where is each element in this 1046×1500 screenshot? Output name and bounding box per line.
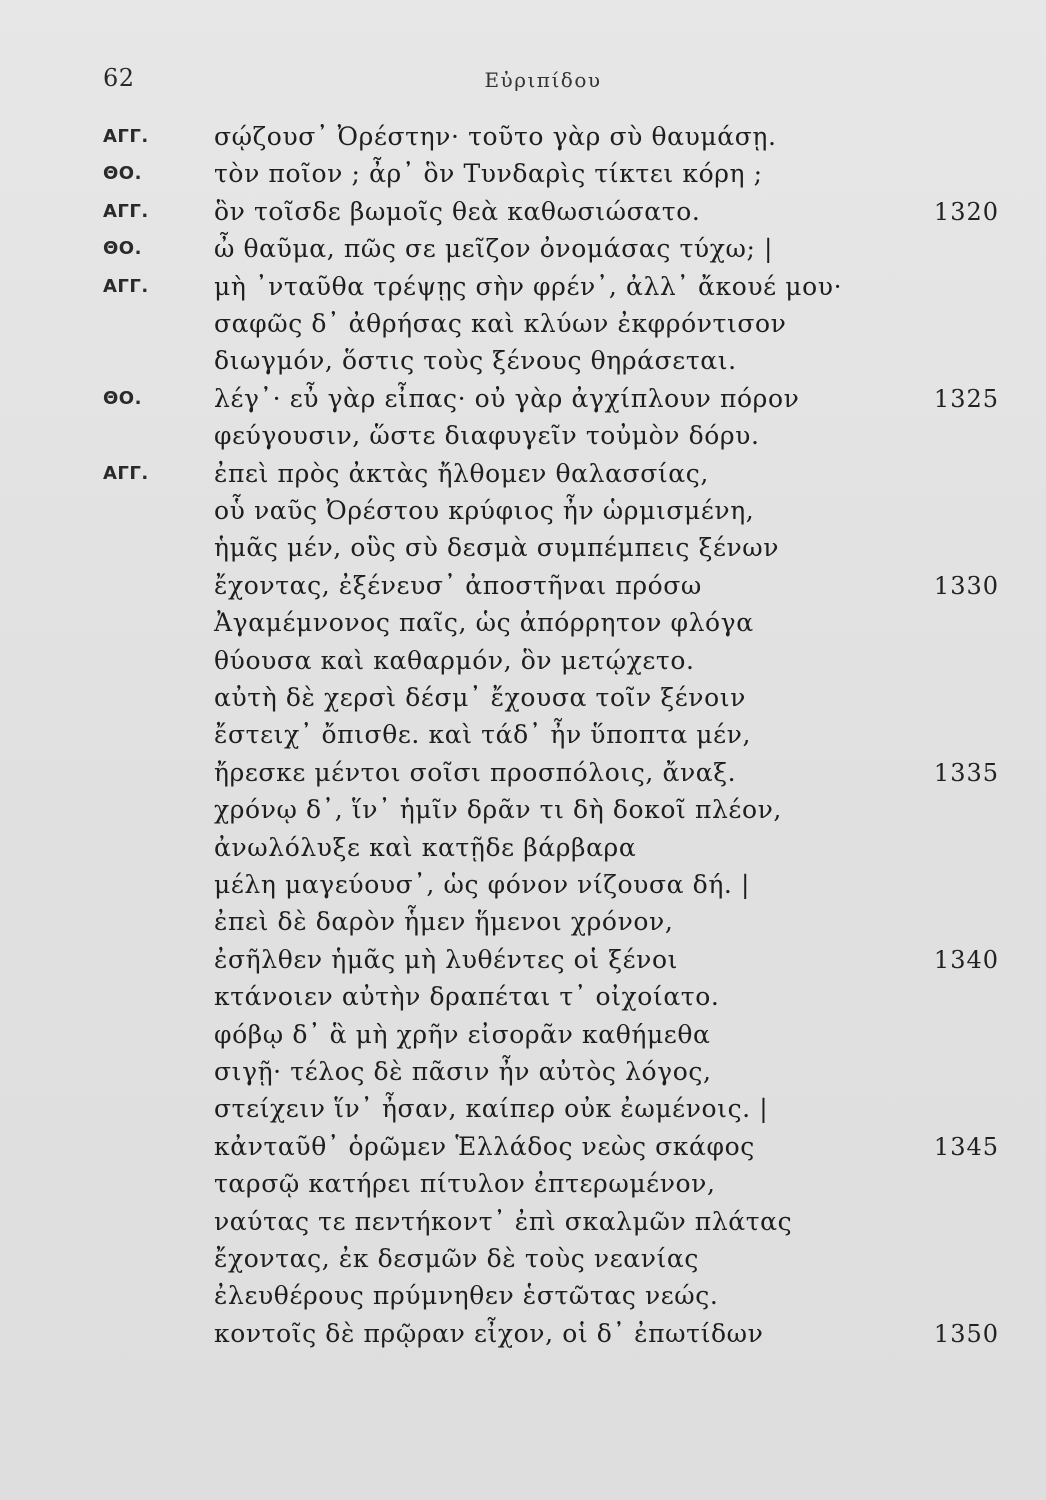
verse-line xyxy=(0,1281,1046,1321)
line-number: 1330 xyxy=(933,571,999,600)
verse-text: σαφῶς δ᾽ ἀθρήσας καὶ κλύων ἐκφρόντισον xyxy=(214,309,787,338)
verse-text: λέγ᾽· εὖ γὰρ εἶπας· οὐ γὰρ ἀγχίπλουν πόρον xyxy=(214,383,800,413)
verse-line xyxy=(0,122,1046,162)
verse-text: διωγμόν, ὅστις τοὺς ξένους θηράσεται. xyxy=(214,346,737,376)
speaker-label: ΑΓΓ. xyxy=(103,275,149,297)
page-number: 62 xyxy=(103,64,135,92)
verse-text: θύουσα καὶ καθαρμόν, ὃν μετῴχετο. xyxy=(214,645,695,675)
verse-text: ἐσῆλθεν ἡμᾶς μὴ λυθέντες οἱ ξένοι xyxy=(214,944,679,974)
speaker-label: ΘΟ. xyxy=(103,238,142,260)
verse-text: κἀνταῦθ᾽ ὁρῶμεν Ἑλλάδος νεὼς σκάφος xyxy=(214,1131,755,1161)
verse-line xyxy=(0,1057,1046,1097)
verse-line xyxy=(0,982,1046,1022)
verse-text: ἐλευθέρους πρύμνηθεν ἑστῶτας νεώς. xyxy=(214,1281,719,1311)
verse-text: στείχειν ἵν᾽ ἦσαν, καίπερ οὐκ ἐωμένοις. | xyxy=(214,1094,769,1124)
verse-text: φόβῳ δ᾽ ἃ μὴ χρῆν εἰσορᾶν καθήμεθα xyxy=(214,1019,711,1049)
verse-line xyxy=(0,1132,1046,1172)
verse-line xyxy=(0,1244,1046,1284)
verse-line xyxy=(0,197,1046,237)
verse-text: ἀνωλόλυξε καὶ κατῇδε βάρβαρα xyxy=(214,832,637,862)
verse-text: Ἀγαμέμνονος παῖς, ὡς ἀπόρρητον φλόγα xyxy=(214,608,754,638)
verse-line xyxy=(0,646,1046,686)
verse-line xyxy=(0,459,1046,499)
verse-text: ναύτας τε πεντήκοντ᾽ ἐπὶ σκαλμῶν πλάτας xyxy=(214,1206,793,1236)
verse-text: ἐπεὶ δὲ δαρὸν ἧμεν ἥμενοι χρόνον, xyxy=(214,907,674,937)
line-number: 1350 xyxy=(933,1319,999,1348)
verse-line xyxy=(0,496,1046,536)
verse-line xyxy=(0,1020,1046,1060)
verse-line xyxy=(0,758,1046,798)
speaker-label: ΑΓΓ. xyxy=(103,462,149,484)
speaker-label: ΑΓΓ. xyxy=(103,200,149,222)
verse-text: σῴζουσ᾽ Ὀρέστην· τοῦτο γὰρ σὺ θαυμάσῃ. xyxy=(214,122,777,151)
verse-line xyxy=(0,1207,1046,1247)
verse-text: αὐτὴ δὲ χερσὶ δέσμ᾽ ἔχουσα τοῖν ξένοιν xyxy=(214,683,746,712)
verse-line xyxy=(0,346,1046,386)
verse-text: ἔχοντας, ἐξένευσ᾽ ἀποστῆναι πρόσω xyxy=(214,570,702,600)
verse-text: μέλη μαγεύουσ᾽, ὡς φόνον νίζουσα δή. | xyxy=(214,870,751,899)
verse-line xyxy=(0,1169,1046,1209)
line-number: 1345 xyxy=(933,1132,999,1161)
speaker-label: ΘΟ. xyxy=(103,387,142,409)
verse-text: ὃν τοῖσδε βωμοῖς θεὰ καθωσιώσατο. xyxy=(214,196,701,226)
verse-line xyxy=(0,720,1046,760)
verse-text: ἡμᾶς μέν, οὓς σὺ δεσμὰ συμπέμπεις ξένων xyxy=(214,533,780,563)
verse-line xyxy=(0,234,1046,274)
verse-text: ἔστειχ᾽ ὄπισθε. καὶ τάδ᾽ ἦν ὕποπτα μέν, xyxy=(214,720,752,750)
verse-line xyxy=(0,571,1046,611)
verse-line xyxy=(0,159,1046,199)
speaker-label: ΑΓΓ. xyxy=(103,126,149,147)
line-number: 1340 xyxy=(933,945,999,974)
verse-line xyxy=(0,1319,1046,1359)
verse-text: μὴ ᾽νταῦθα τρέψῃς σὴν φρέν᾽, ἀλλ᾽ ἄκουέ μου· xyxy=(214,271,843,301)
verse-line xyxy=(0,272,1046,312)
verse-text: ἔχοντας, ἐκ δεσμῶν δὲ τοὺς νεανίας xyxy=(214,1244,700,1273)
running-title: Εὐριπίδου xyxy=(484,68,602,92)
verse-text: φεύγουσιν, ὥστε διαφυγεῖν τοὐμὸν δόρυ. xyxy=(214,421,760,451)
verse-text: σιγῇ· τέλος δὲ πᾶσιν ἦν αὐτὸς λόγος, xyxy=(214,1057,712,1086)
verse-line xyxy=(0,1094,1046,1134)
verse-text: οὗ ναῦς Ὀρέστου κρύφιος ἦν ὡρμισμένη, xyxy=(214,496,755,525)
verse-line xyxy=(0,533,1046,573)
verse-text: ἤρεσκε μέντοι σοῖσι προσπόλοις, ἄναξ. xyxy=(214,757,737,787)
verse-text: ὦ θαῦμα, πῶς σε μεῖζον ὀνομάσας τύχω; | xyxy=(214,234,774,264)
verse-line xyxy=(0,833,1046,873)
verse-line xyxy=(0,608,1046,648)
line-number: 1320 xyxy=(933,197,999,226)
verse-line xyxy=(0,309,1046,349)
verse-text: κοντοῖς δὲ πρῷραν εἶχον, οἱ δ᾽ ἐπωτίδων xyxy=(214,1318,764,1348)
verse-text: χρόνῳ δ᾽, ἵν᾽ ἡμῖν δρᾶν τι δὴ δοκοῖ πλέον, xyxy=(214,795,782,825)
verse-line xyxy=(0,683,1046,723)
verse-line xyxy=(0,384,1046,424)
verse-line xyxy=(0,795,1046,835)
verse-text: κτάνοιεν αὐτὴν δραπέται τ᾽ οἰχοίατο. xyxy=(214,982,720,1012)
verse-line xyxy=(0,907,1046,947)
verse-line xyxy=(0,421,1046,461)
verse-text: ταρσῷ κατήρει πίτυλον ἐπτερωμένον, xyxy=(214,1169,716,1199)
line-number: 1325 xyxy=(933,384,999,413)
verse-text: τὸν ποῖον ; ἆρ᾽ ὃν Τυνδαρὶς τίκτει κόρη ; xyxy=(214,159,763,189)
verse-line xyxy=(0,945,1046,985)
speaker-label: ΘΟ. xyxy=(103,163,142,185)
verse-text: ἐπεὶ πρὸς ἀκτὰς ἤλθομεν θαλασσίας, xyxy=(214,458,709,488)
verse-line xyxy=(0,870,1046,910)
line-number: 1335 xyxy=(933,758,999,787)
